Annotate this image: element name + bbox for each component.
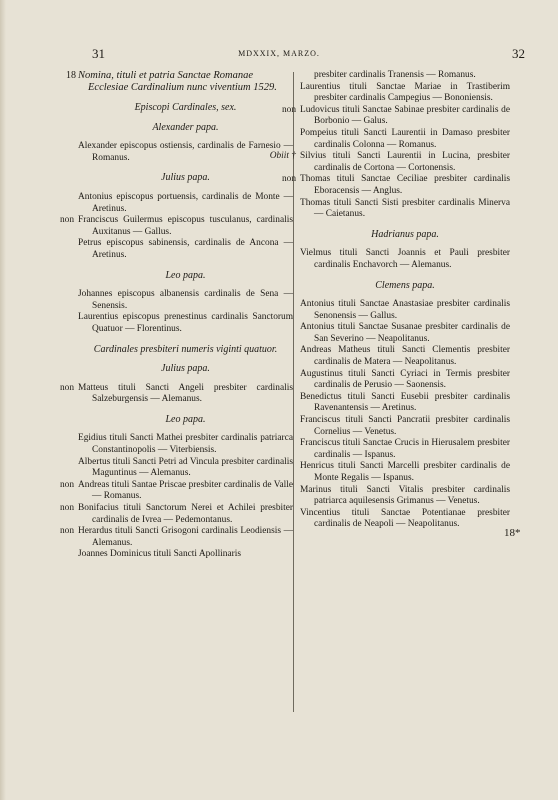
margin-reference-mark: 18*	[504, 527, 521, 539]
page-spine-shadow	[0, 0, 6, 800]
list-item	[281, 104, 510, 128]
pope-heading: Julius papa.	[161, 172, 210, 184]
margin-note: non	[281, 104, 296, 115]
list-item	[59, 526, 293, 549]
list-item: Joannes Dominicus tituli Sancti Apollinaris	[78, 549, 242, 560]
list-item	[59, 215, 293, 238]
list-item: Antonius tituli Sanctae Anastasiae presbiter cardinalis Senonensis — Gallus.	[300, 299, 510, 321]
section-number: 18	[66, 70, 76, 81]
list-item: Marinus tituli Sancti Vitalis presbiter cardinalis patriarca aquilesensis Grimanus — Venetus.	[300, 484, 510, 507]
list-item-text: Bonifacius tituli Sanctorum Nerei et Achilei presbiter cardinalis de Ivrea — Pedemontanus.	[78, 503, 293, 525]
list-item: Vielmus tituli Sancti Joannis et Pauli presbiter cardinalis Enchavorch — Alemanus.	[300, 248, 510, 270]
column-divider	[293, 72, 294, 712]
list-item-text: Ludovicus tituli Sanctae Sabinae presbiter cardinalis de Borbonio — Galus.	[300, 104, 510, 127]
list-item-text: Thomas tituli Sanctae Ceciliae presbiter cardinalis Eboracensis — Anglus.	[300, 174, 510, 196]
list-item: Augustinus tituli Sancti Cyriaci in Termis presbiter cardinalis de Perusio — Saonensis.	[300, 368, 510, 391]
list-item: Laurentius tituli Sanctae Mariae in Trastiberim presbiter cardinalis Campegius — Bononiensis.	[300, 81, 510, 104]
list-item: Henricus tituli Sancti Marcelli presbiter cardinalis de Monte Regalis — Ispanus.	[300, 461, 510, 483]
list-item: Franciscus tituli Sancti Pancratii presbiter cardinalis Cornelius — Venetus.	[300, 415, 510, 437]
list-item: Alexander episcopus ostiensis, cardinalis de Farnesio — Romanus.	[78, 141, 293, 163]
margin-note: non	[59, 382, 74, 393]
pope-heading: Hadrianus papa.	[371, 228, 439, 240]
list-item: Thomas tituli Sancti Sisti presbiter cardinalis Minerva — Caietanus.	[300, 197, 510, 220]
list-item: Franciscus tituli Sanctae Crucis in Hierusalem presbiter cardinalis — Ispanus.	[300, 438, 510, 460]
pope-heading: Julius papa.	[161, 363, 210, 375]
list-item: Pompeius tituli Sancti Laurentii in Damaso presbiter cardinalis Colonna — Romanus.	[300, 127, 510, 150]
list-item: Benedictus tituli Sancti Eusebii presbiter cardinalis Ravenantensis — Aretinus.	[300, 391, 510, 414]
list-title	[66, 70, 293, 94]
list-item	[269, 151, 510, 174]
list-title-text: Nomina, tituli et patria Sanctae Romanae Ecclesiae Cardinalium nunc viventium 1529.	[78, 70, 277, 93]
list-item: Johannes episcopus albanensis cardinalis de Sena — Senensis.	[78, 289, 293, 311]
right-column	[269, 70, 510, 531]
pope-heading: Leo papa.	[165, 269, 206, 281]
list-item-text: Andreas tituli Santae Priscae presbiter cardinalis de Valle — Romanus.	[78, 479, 293, 502]
pope-heading: Clemens papa.	[375, 279, 435, 291]
right-page-number: 32	[512, 46, 525, 61]
list-item: Antonius episcopus portuensis, cardinalis de Monte — Aretinus.	[78, 191, 293, 214]
list-item	[281, 174, 510, 197]
left-page-number: 31	[92, 46, 105, 61]
left-column	[59, 70, 293, 561]
pope-heading: Alexander papa.	[152, 121, 219, 133]
list-item: Egidius tituli Sancti Mathei presbiter cardinalis patriarca Constantinopolis — Viterbiensis.	[78, 433, 293, 456]
list-item	[59, 503, 293, 526]
list-item: Albertus tituli Sancti Petri ad Vincula presbiter cardinalis Maguntinus — Alemanus.	[78, 456, 293, 479]
list-item-text: Silvius tituli Sancti Laurentii in Lucina, presbiter cardinalis de Cortona — Cortonensis.	[300, 151, 510, 173]
margin-note: non	[59, 215, 74, 226]
page-header	[0, 46, 558, 62]
list-item-text: Matteus tituli Sancti Angeli presbiter cardinalis Salzeburgensis — Alemanus.	[78, 382, 293, 405]
obiit-note: Obiit †	[269, 151, 296, 162]
margin-note: non	[281, 174, 296, 185]
margin-note: non	[59, 479, 74, 490]
list-item	[59, 479, 293, 503]
list-item: Vincentius tituli Sanctae Potentianae presbiter cardinalis de Neapoli — Neapolitanus.	[300, 507, 510, 530]
running-head: MDXXIX, MARZO.	[238, 49, 320, 58]
list-item-text: Herardus tituli Sancti Grisogoni cardinalis Leodiensis — Alemanus.	[78, 526, 293, 548]
list-item-continued: presbiter cardinalis Tranensis — Romanus.	[314, 70, 476, 80]
section-heading: Cardinales presbiteri numeris viginti quatuor.	[93, 343, 278, 355]
list-item-text: Franciscus Guilermus episcopus tusculanus, cardinalis Auxitanus — Gallus.	[78, 215, 293, 237]
section-heading: Episcopi Cardinales, sex.	[134, 102, 237, 113]
margin-note: non	[59, 526, 74, 537]
list-item: Antonius tituli Sanctae Susanae presbiter cardinalis de San Severino — Neapolitanus.	[300, 322, 510, 344]
list-item: Andreas Matheus tituli Sancti Clementis presbiter cardinalis de Matera — Neapolitanus.	[300, 345, 510, 368]
list-item: Laurentius episcopus prenestinus cardinalis Sanctorum Quatuor — Florentinus.	[78, 312, 293, 334]
margin-note: non	[59, 503, 74, 514]
list-item: Petrus episcopus sabinensis, cardinalis de Ancona — Aretinus.	[78, 238, 293, 260]
list-item	[59, 382, 293, 406]
pope-heading: Leo papa.	[165, 413, 206, 425]
